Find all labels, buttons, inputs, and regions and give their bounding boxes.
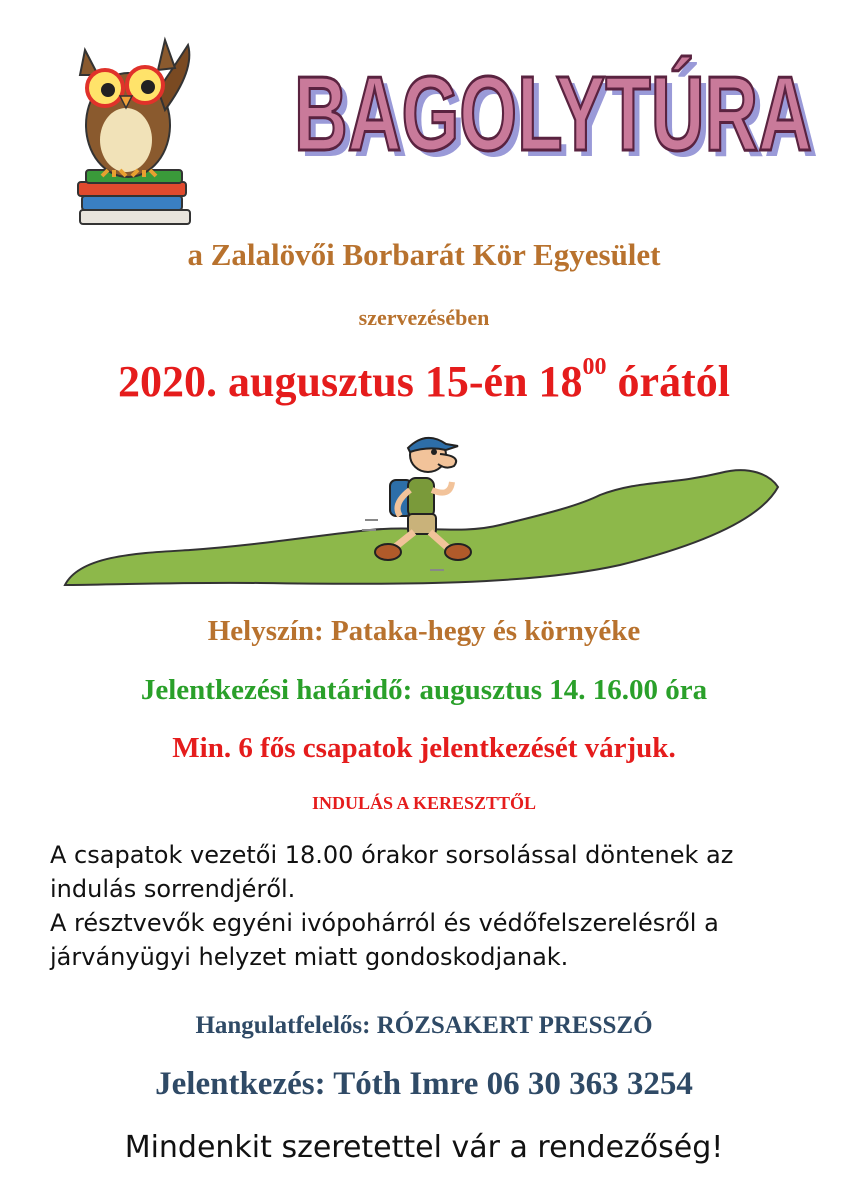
organizer-suffix: szervezésében bbox=[358, 305, 490, 330]
event-date-suffix: órától bbox=[606, 357, 730, 406]
title-shadow: BAGOLYTÚRA bbox=[300, 61, 818, 178]
event-date bbox=[0, 356, 848, 407]
hiker-illustration bbox=[60, 425, 790, 600]
page-title: BAGOLYTÚRA bbox=[294, 55, 812, 173]
registration-deadline: Jelentkezési határidő: augusztus 14. 16.00 óra bbox=[140, 674, 708, 706]
title-wordart bbox=[285, 48, 825, 178]
registration-contact: Jelentkezés: Tóth Imre 06 30 363 3254 bbox=[155, 1066, 693, 1102]
location: Helyszín: Pataka-hegy és környéke bbox=[207, 615, 641, 647]
body-text bbox=[50, 838, 810, 974]
body-paragraph-1: A csapatok vezetői 18.00 órakor sorsolással döntenek az indulás sorrendjéről. bbox=[50, 841, 734, 903]
owl-illustration bbox=[60, 30, 200, 230]
body-paragraph-2: A résztvevők egyéni ivópohárról és védőfelszerelésről a járványügyi helyzet miatt gondoskodjanak. bbox=[50, 909, 719, 971]
closing-line: Mindenkit szeretettel vár a rendezőség! bbox=[124, 1130, 724, 1165]
start-point: INDULÁS A KERESZTTŐL bbox=[311, 793, 537, 813]
event-time-superscript: 00 bbox=[582, 354, 607, 380]
mood-sponsor: Hangulatfelelős: RÓZSAKERT PRESSZÓ bbox=[195, 1012, 653, 1039]
min-team-size: Min. 6 fős csapatok jelentkezését várjuk. bbox=[172, 732, 676, 764]
organizer-name: a Zalalövői Borbarát Kör Egyesület bbox=[187, 237, 661, 272]
event-date-main: 2020. augusztus 15-én 18 bbox=[118, 357, 583, 406]
